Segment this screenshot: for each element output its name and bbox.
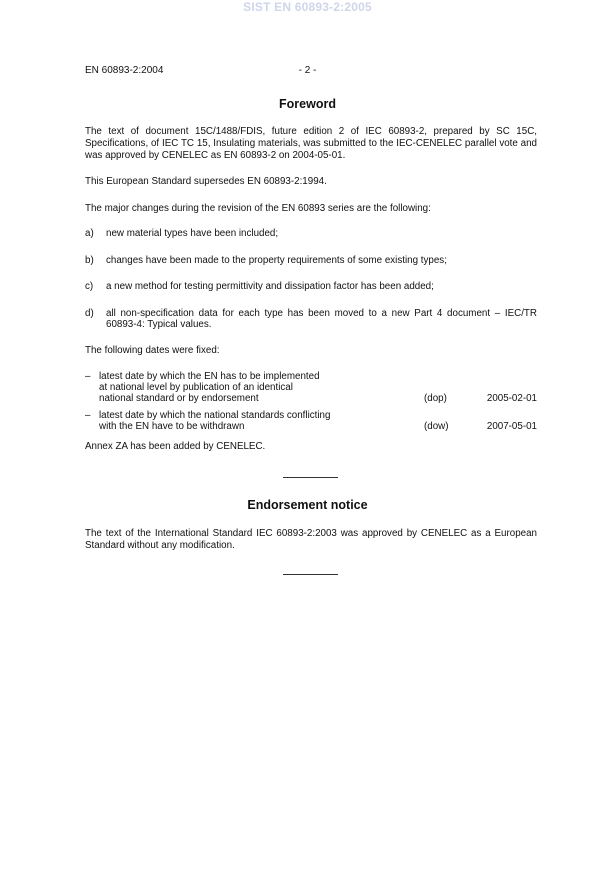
list-item-text: changes have been made to the property requirements of some existing types;	[106, 255, 447, 266]
list-item-label: d)	[85, 308, 94, 319]
foreword-paragraph-3: The major changes during the revision of the EN 60893 series are the following:	[85, 203, 431, 214]
dates-intro: The following dates were fixed:	[85, 345, 220, 356]
date-code: (dop)	[424, 393, 447, 404]
date-description	[99, 371, 349, 404]
date-code: (dow)	[424, 421, 449, 432]
list-item-label: c)	[85, 281, 94, 292]
date-line: national standard or by endorsement	[99, 393, 259, 404]
date-dash: –	[85, 410, 91, 421]
date-line: with the EN have to be withdrawn	[99, 421, 245, 432]
section-divider	[283, 574, 338, 575]
date-line: at national level by publication of an identical	[99, 382, 293, 393]
date-line: latest date by which the national standards conflicting	[99, 410, 331, 421]
list-item-text: a new method for testing permittivity and dissipation factor has been added;	[106, 281, 434, 292]
date-value: 2005-02-01	[486, 393, 537, 404]
date-dash: –	[85, 371, 91, 382]
foreword-title: Foreword	[279, 97, 336, 111]
endorsement-text: The text of the International Standard IEC 60893-2:2003 was approved by CENELEC as a European Standard without any modification.	[85, 528, 537, 551]
date-description	[99, 410, 349, 432]
list-item-text: new material types have been included;	[106, 228, 279, 239]
endorsement-title: Endorsement notice	[247, 498, 368, 512]
page-number: - 2 -	[298, 65, 317, 76]
list-item-label: a)	[85, 228, 94, 239]
list-item-text: all non-specification data for each type has been moved to a new Part 4 document – IEC/TR 60893-4: Typical values.	[106, 308, 537, 330]
document-id: EN 60893-2:2004	[85, 65, 164, 76]
foreword-paragraph-2: This European Standard supersedes EN 60893-2:1994.	[85, 176, 327, 187]
date-line: latest date by which the EN has to be implemented	[99, 371, 320, 382]
date-value: 2007-05-01	[486, 421, 537, 432]
list-item-label: b)	[85, 255, 94, 266]
annex-note: Annex ZA has been added by CENELEC.	[85, 441, 266, 452]
foreword-paragraph-1: The text of document 15C/1488/FDIS, future edition 2 of IEC 60893-2, prepared by SC 15C, Specifications, of IEC TC 15, Insulating materials, was submitted to the IEC-CENELEC parallel vote and was approved by CENELEC as EN 60893-2 on 2004-05-01.	[85, 126, 537, 161]
section-divider	[283, 477, 338, 478]
watermark: SIST EN 60893-2:2005	[243, 0, 372, 14]
